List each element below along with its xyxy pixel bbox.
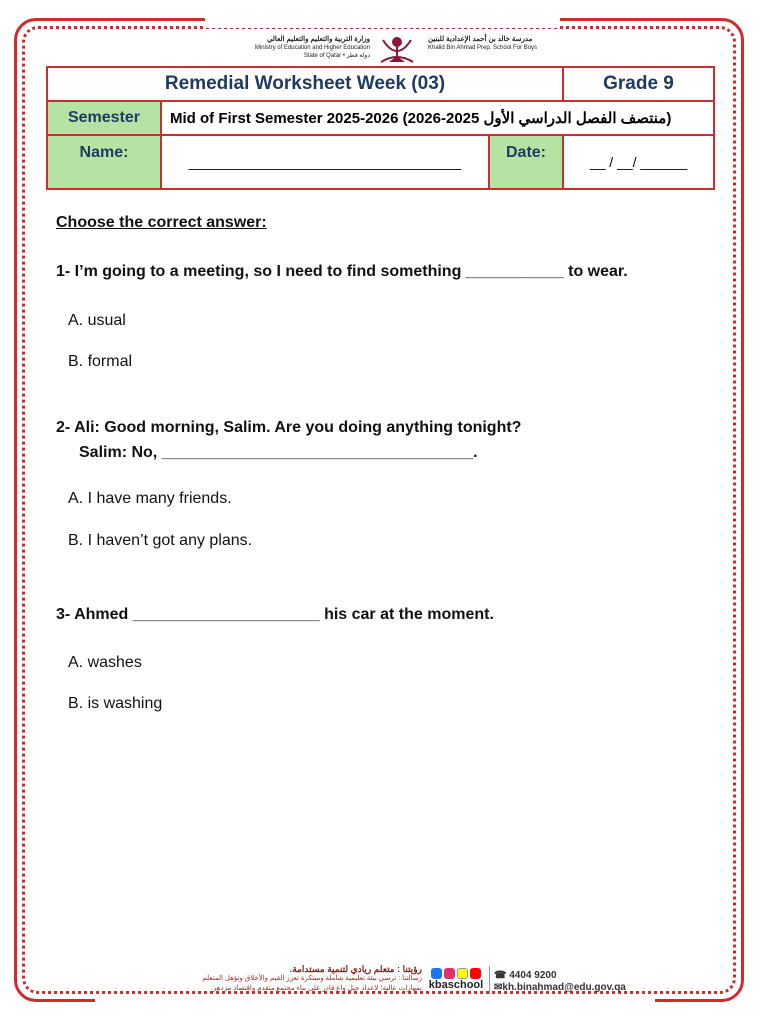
phone-icon: ☎ [494, 970, 507, 981]
border-gap-top [205, 14, 560, 28]
question-2-line-1: 2- Ali: Good morning, Salim. Are you doing anything tonight? [56, 419, 522, 436]
question-1-option-a[interactable]: A. usual [68, 312, 126, 329]
question-2-option-a[interactable]: A. I have many friends. [68, 490, 232, 507]
semester-value: Mid of First Semester 2025-2026 (منتصف الفصل الدراسي الأول 2025-2026) [161, 101, 714, 135]
name-field[interactable]: ___________________________________ [161, 135, 489, 189]
instruction-heading: Choose the correct answer: [56, 214, 267, 231]
snapchat-icon[interactable] [457, 968, 468, 979]
school-name-ar: مدرسة خالد بن أحمد الإعدادية للبنين [428, 36, 533, 43]
brand-name: kbaschool [428, 979, 484, 991]
instagram-icon[interactable] [444, 968, 455, 979]
mission-text: رسالتنا : ترسي بيئة تعليمية شاملة ومبتكرة تعزز القيم والأخلاق وتؤهل المتعلم [202, 975, 422, 982]
border-gap-bottom [95, 998, 655, 1012]
worksheet-title: Remedial Worksheet Week (03) [47, 67, 563, 101]
question-3-option-a[interactable]: A. washes [68, 654, 142, 671]
page-header [200, 32, 560, 68]
question-2-option-b[interactable]: B. I haven’t got any plans. [68, 532, 253, 549]
date-field[interactable]: __ / __/ ______ [563, 135, 714, 189]
ministry-state: State of Qatar • دولة قطر [303, 53, 370, 59]
facebook-icon[interactable] [431, 968, 442, 979]
vision-text: رؤيتنا : متعلم ريادي لتنمية مستدامة. [289, 964, 422, 974]
school-logo-text [428, 36, 578, 52]
qatar-emblem-icon [375, 32, 419, 68]
question-1-option-b[interactable]: B. formal [68, 353, 133, 370]
question-1: 1- I’m going to a meeting, so I need to find something ___________ to wear. [56, 263, 628, 280]
social-icons [426, 968, 486, 979]
email-address[interactable]: kh.binahmad@edu.gov.qa [502, 982, 626, 993]
youtube-icon[interactable] [470, 968, 481, 979]
email-icon: ✉ [494, 982, 503, 993]
worksheet-info-table [46, 66, 715, 190]
school-name-en: Khalid Bin Ahmad Prep. School For Boys [428, 45, 538, 51]
ministry-logo-text [220, 36, 370, 60]
footer-contact [494, 970, 626, 994]
date-label: Date: [489, 135, 563, 189]
phone-number: 4404 9200 [509, 970, 557, 981]
mission-text-2: بمهارات عالية؛ لإعداد جيل واعٍ قادر على بناء مجتمع متقدم واقتصاد مزدهر. [210, 985, 422, 992]
footer-divider [489, 966, 490, 994]
question-2-line-2: Salim: No, ___________________________________. [79, 444, 478, 461]
footer-brand [426, 968, 486, 991]
footer-vision-mission [132, 964, 422, 994]
question-3-option-b[interactable]: B. is washing [68, 695, 163, 712]
grade-label: Grade 9 [563, 67, 714, 101]
question-3: 3- Ahmed _____________________ his car at the moment. [56, 606, 494, 623]
ministry-name-ar: وزارة التربية والتعليم والتعليم العالي [266, 36, 370, 43]
name-label: Name: [47, 135, 161, 189]
semester-label: Semester [47, 101, 161, 135]
ministry-name-en: Ministry of Education and Higher Education [254, 45, 370, 51]
